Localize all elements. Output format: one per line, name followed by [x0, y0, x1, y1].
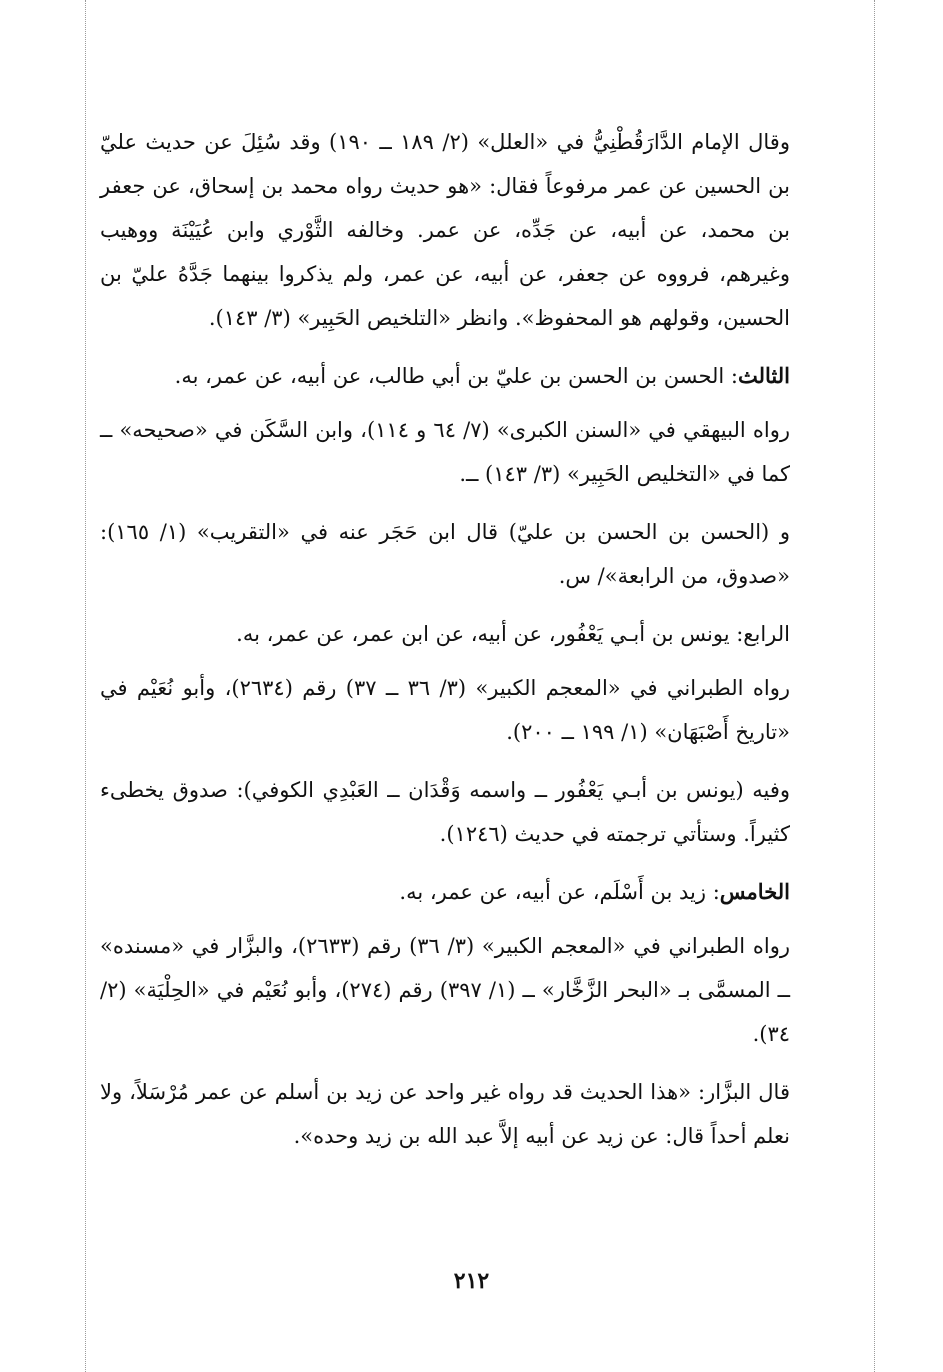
- paragraph-tabarani-2: [100, 924, 790, 1056]
- paragraph-text: الرابع: يونس بن أبـي يَعْفُور، عن أبيه، عن ابن عمر، عن عمر، به.: [236, 622, 790, 646]
- page-body: [100, 120, 790, 1172]
- page-number: ٢١٢: [453, 1268, 490, 1294]
- paragraph-text: رواه البيهقي في «السنن الكبرى» (٧/ ٦٤ و ١١٤)، وابن السَّكَن في «صحيحه» ــ كما في «التخليص الحَبِير» (٣/ ١٤٣) ــ.: [100, 418, 790, 486]
- section-lead-fifth: الخامس: [719, 879, 790, 904]
- paragraph-text: وقال الإمام الدَّارَقُطْنِيُّ في «العلل» (٢/ ١٨٩ ــ ١٩٠) وقد سُئِلَ عن حديث عليّ بن الحسين عن عمر مرفوعاً فقال: «هو حديث رواه محمد بن إسحاق، عن جعفر بن محمد، عن أبيه، عن جَدِّه، عن عمر. وخالفه الثَّوْري وابن عُيَيْنَة ووهيب وغيرهم، فرووه عن جعفر، عن أبيه، عن عمر، ولم يذكروا بينهما جَدَّهُ عليّ بن الحسين، وقولهم هو المحفوظ». وانظر «التلخيص الحَبِير» (٣/ ١٤٣).: [100, 130, 790, 330]
- paragraph-hasan-taqrib: [100, 510, 790, 598]
- paragraph-text: و (الحسن بن الحسن بن عليّ) قال ابن حَجَر عنه في «التقريب» (١/ ١٦٥): «صدوق، من الرابعة»/ س.: [100, 520, 790, 588]
- paragraph-tabarani-1: [100, 666, 790, 754]
- paragraph-text: : الحسن بن الحسن بن عليّ بن أبي طالب، عن أبيه، عن عمر، به.: [174, 364, 738, 388]
- paragraph-text: وفيه (يونس بن أبـي يَعْفُور ــ واسمه وَقْدَان ــ العَبْدِي الكوفي): صدوق يخطىء كثيراً. وستأتي ترجمته في حديث (١٢٤٦).: [100, 778, 790, 846]
- margin-guide-right: [874, 0, 875, 1372]
- paragraph-text: قال البزَّار: «هذا الحديث قد رواه غير واحد عن زيد بن أسلم عن عمر مُرْسَلاً، ولا نعلم أحداً قال: عن زيد عن أبيه إلاَّ عبد الله بن زيد وحده».: [100, 1080, 790, 1148]
- paragraph-daraqutni: [100, 120, 790, 340]
- paragraph-text: : زيد بن أَسْلَم، عن أبيه، عن عمر، به.: [399, 880, 720, 904]
- paragraph-text: رواه الطبراني في «المعجم الكبير» (٣/ ٣٦ ــ ٣٧) رقم (٢٦٣٤)، وأبو نُعَيْم في «تاريخ أَصْبَهَان» (١/ ١٩٩ ــ ٢٠٠).: [100, 676, 790, 744]
- paragraph-fifth-chain: [100, 870, 790, 914]
- paragraph-yunus-note: [100, 768, 790, 856]
- section-lead-third: الثالث: [738, 363, 790, 388]
- paragraph-bayhaqi: [100, 408, 790, 496]
- paragraph-fourth-chain: [100, 612, 790, 656]
- margin-guide-left: [85, 0, 86, 1372]
- paragraph-third-chain: [100, 354, 790, 398]
- paragraph-text: رواه الطبراني في «المعجم الكبير» (٣/ ٣٦) رقم (٢٦٣٣)، والبزَّار في «مسنده» ــ المسمَّى بـ «البحر الزَّخَّار» ــ (١/ ٣٩٧) رقم (٢٧٤)، وأبو نُعَيْم في «الحِلْيَة» (٢/ ٣٤).: [100, 934, 790, 1046]
- paragraph-bazzar-quote: [100, 1070, 790, 1158]
